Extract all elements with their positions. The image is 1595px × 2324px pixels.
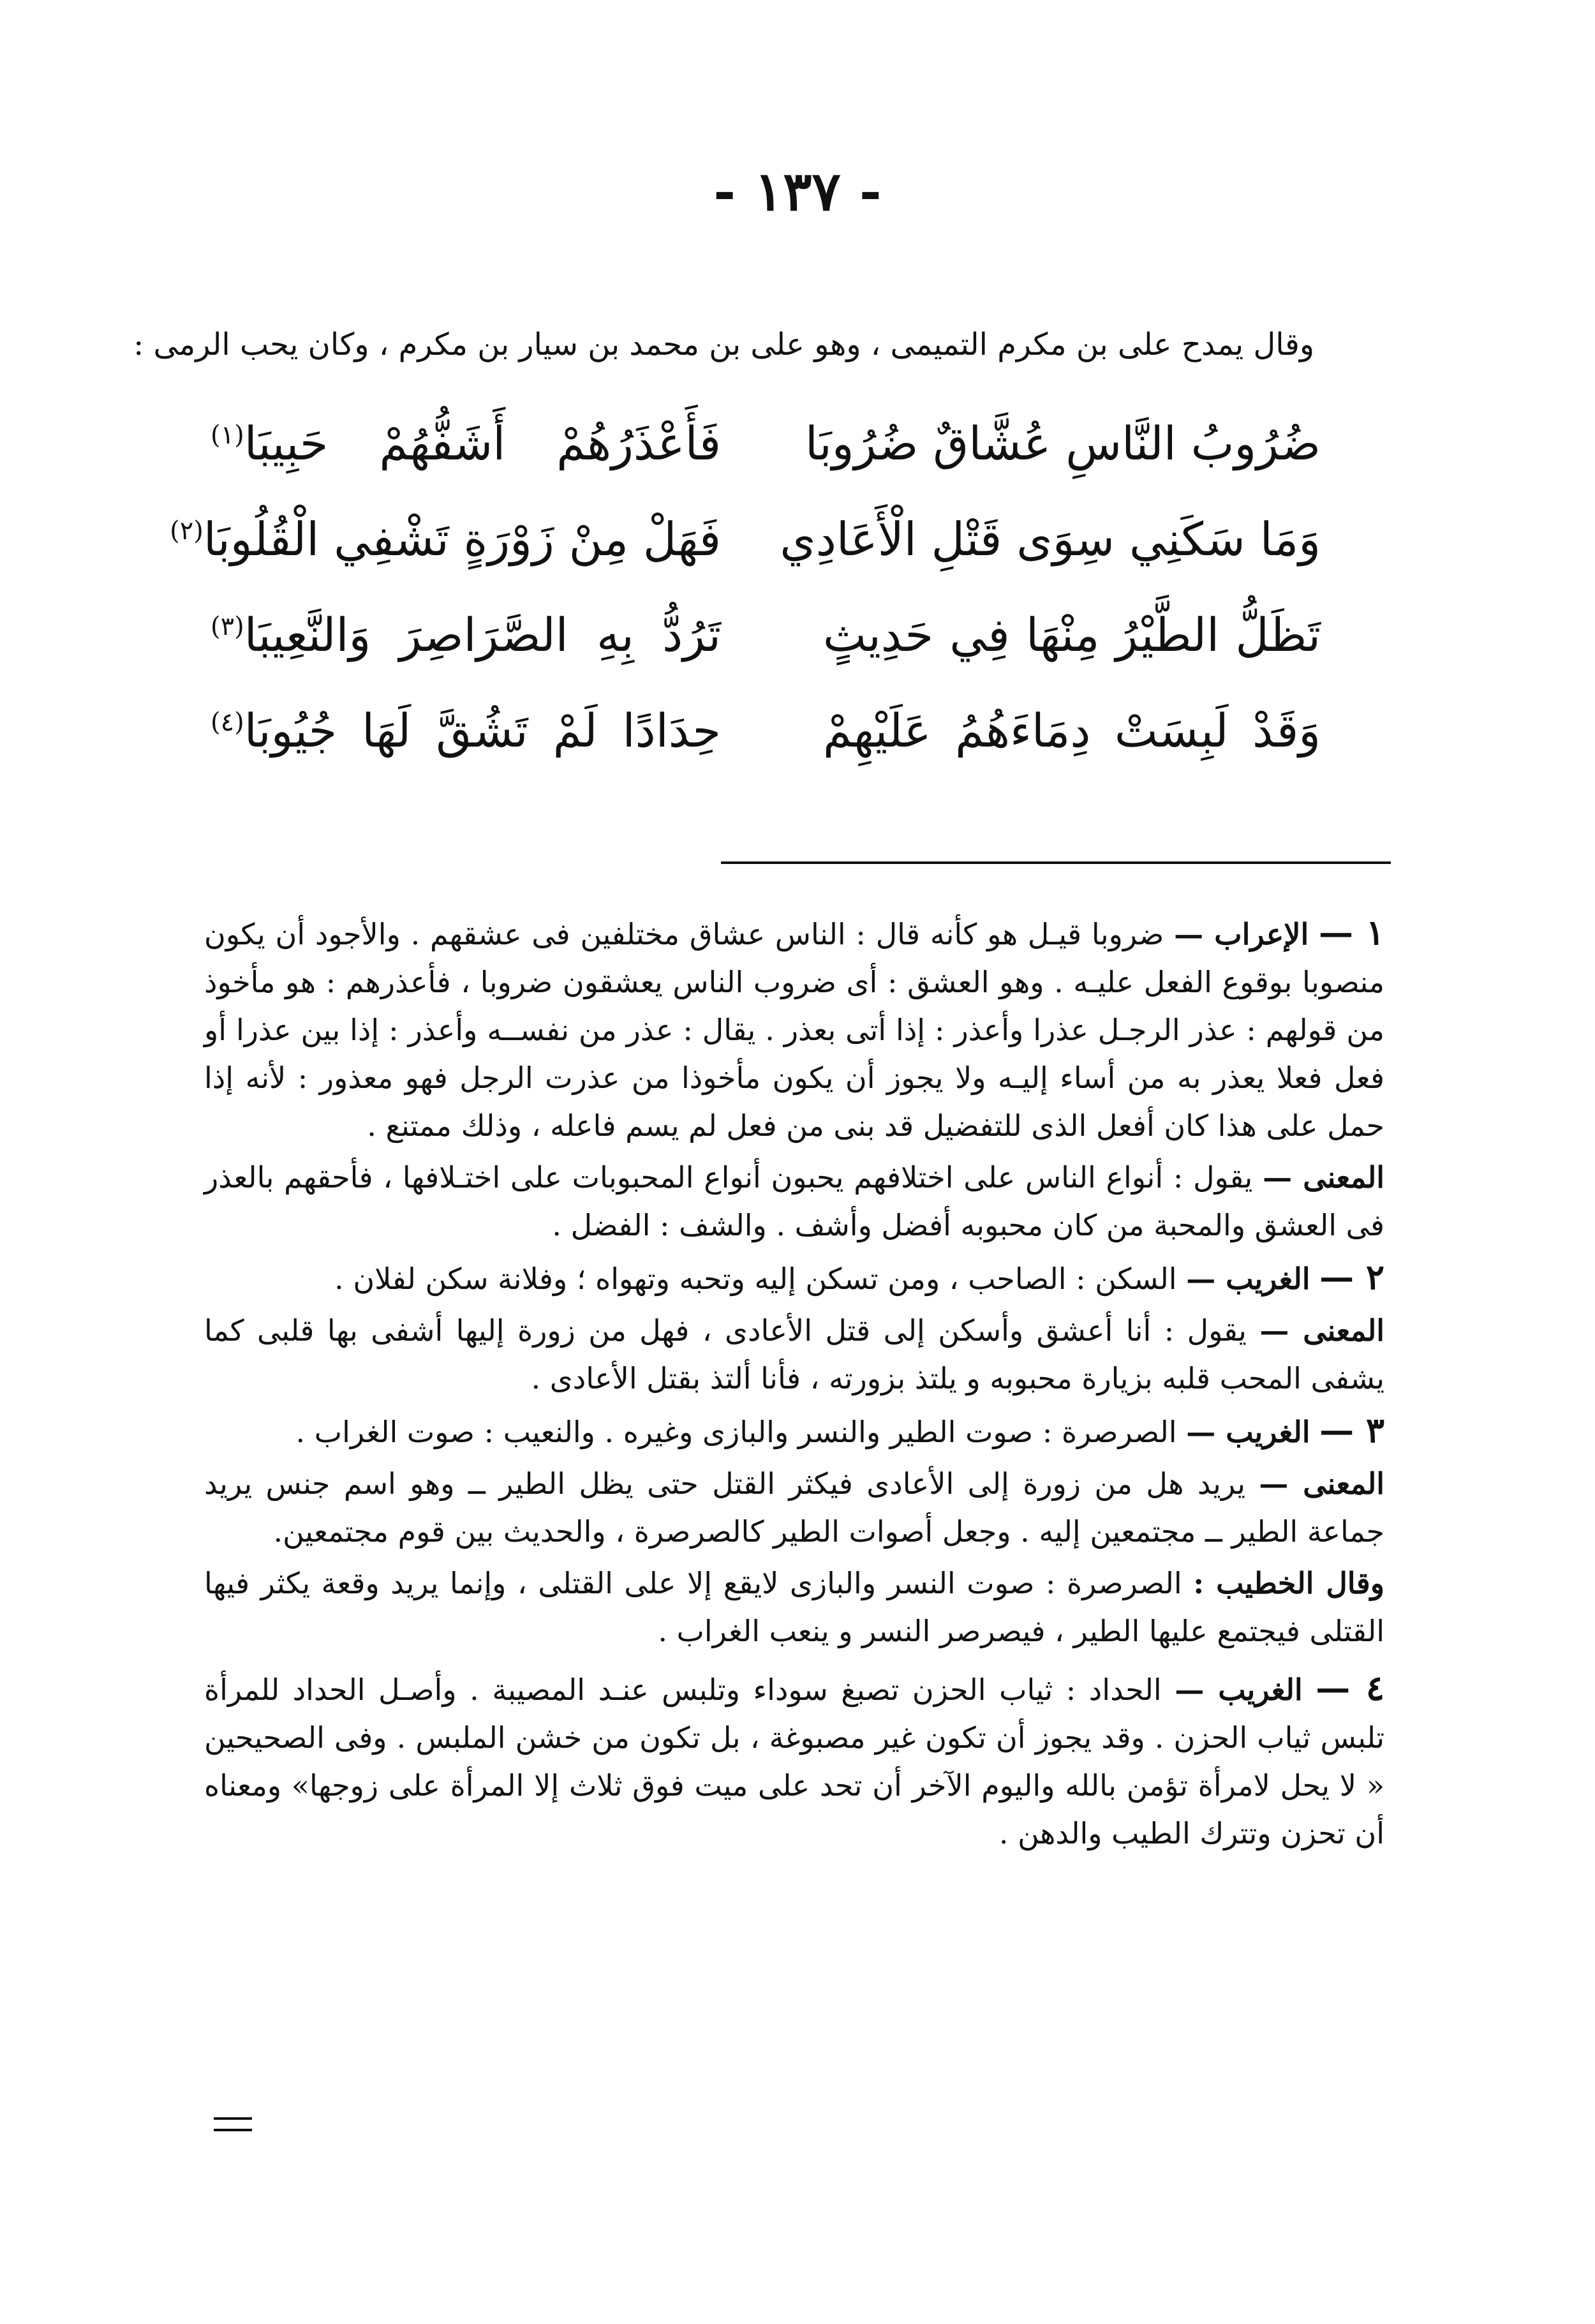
verse-3-second-hemistich xyxy=(211,593,721,676)
verse-3-second-text: تَرُدُّ بِهِ الصَّرَاصِرَ وَالنَّعِيبَا xyxy=(244,608,721,662)
poem xyxy=(170,402,1321,785)
note-3-vocabulary xyxy=(204,1406,1384,1456)
note-3-khatib xyxy=(204,1560,1384,1655)
note-1-meaning-body: يقول : أنواع الناس على اختلافهم يحبون أنواع المحبوبات على اختـلافها ، فأحقهم بالعذر فى العشق والمحبة من كان محبوبه أفضل وأشف . والشف : الفضل . xyxy=(204,1160,1384,1242)
verse-2-second-hemistich xyxy=(170,498,721,581)
verse-2-first-hemistich: وَمَا سَكَنِي سِوَى قَتْلِ الْأَعَادِي xyxy=(780,512,1321,566)
note-3-term: الغريب — xyxy=(1186,1415,1310,1449)
note-4-vocabulary xyxy=(204,1664,1384,1858)
poem-introduction: وقال يمدح على بن مكرم التميمى ، وهو على بن محمد بن سيار بن مكرم ، وكان يحب الرمى : xyxy=(133,327,1314,362)
note-3-body: الصرصرة : صوت الطير والنسر والبازى وغيره . والنعيب : صوت الغراب . xyxy=(295,1415,1177,1449)
footnote-marker-2: (٢) xyxy=(170,516,204,546)
footnote-marker-3: (٣) xyxy=(211,612,244,641)
verse-1-second-hemistich xyxy=(211,402,721,485)
note-2-meaning-body: يقول : أنا أعشق وأسكن إلى قتل الأعادى ، فهل من زورة إليها أشفى بها قلبى كما يشفى المحب قلبه بزيارة محبوبه و يلتذ بزورته ، فأنا ألتذ بقتل الأعادى . xyxy=(204,1313,1384,1396)
note-1-grammar xyxy=(204,909,1384,1150)
verse-3-first-hemistich: تَظَلُّ الطَّيْرُ مِنْهَا فِي حَدِيثٍ xyxy=(823,608,1321,662)
page-number: - ١٣٧ - xyxy=(713,160,882,223)
verse-4 xyxy=(211,689,1321,785)
note-1-number: ١ — xyxy=(1319,912,1385,953)
verse-2-second-text: فَهَلْ مِنْ زَوْرَةٍ تَشْفِي الْقُلُوبَا xyxy=(203,512,721,566)
verse-2 xyxy=(170,498,1321,593)
note-2-body: السكن : الصاحب ، ومن تسكن إليه وتحبه وتهواه ؛ وفلانة سكن لفلان . xyxy=(334,1262,1177,1296)
verse-1 xyxy=(211,402,1321,498)
note-3-khatib-term: وقال الخطيب : xyxy=(1193,1566,1384,1600)
note-2-number: ٢ — xyxy=(1319,1256,1384,1297)
footnotes xyxy=(204,900,1384,1861)
note-2-meaning-term: المعنى — xyxy=(1259,1313,1384,1348)
verse-1-first-hemistich: ضُرُوبُ النَّاسِ عُشَّاقٌ ضُرُوبَا xyxy=(805,417,1321,470)
note-1-meaning xyxy=(204,1154,1384,1249)
note-3-meaning xyxy=(204,1460,1384,1556)
verse-3 xyxy=(211,593,1321,689)
verse-1-second-text: فَأَعْذَرُهُمْ أَشَفُّهُمْ حَبِيبَا xyxy=(244,417,721,470)
note-2-meaning xyxy=(204,1307,1384,1403)
note-2-vocabulary xyxy=(204,1253,1384,1303)
verse-4-second-hemistich xyxy=(211,689,721,772)
note-4-term: الغريب — xyxy=(1175,1672,1303,1707)
verse-4-first-hemistich: وَقَدْ لَبِسَتْ دِمَاءَهُمُ عَلَيْهِمْ xyxy=(823,704,1321,757)
verse-4-second-text: حِدَادًا لَمْ تَشُقَّ لَهَا جُيُوبَا xyxy=(244,704,721,757)
footnote-marker-1: (١) xyxy=(211,421,244,450)
note-4-number: ٤ — xyxy=(1316,1667,1385,1708)
note-1-body: ضروبا قيـل هو كأنه قال : الناس عشاق مختلفين فى عشقهم . والأجود أن يكون منصوبا بوقوع الفعل عليـه . وهو العشق : أى ضروب الناس يعشقون ضروبا ، فأعذرهم : هو مأخوذ من قولهم : عذر الرجـل عذرا وأعذر : إذا أتى بعذر . يقال : عذر من نفســه وأعذر : إذا بين عذرا أو فعل فعلا يعذر به من أساء إليـه ولا يجوز أن يكون مأخوذا من عذرت الرجل فهو معذور : لأنه إذا حمل على هذا كان أفعل الذى للتفضيل قد بنى من فعل لم يسم فاعله ، وذلك ممتنع . xyxy=(204,917,1384,1143)
note-4-body: الحداد : ثياب الحزن تصبغ سوداء وتلبس عنـد المصيبة . وأصـل الحداد للمرأة تلبس ثياب الحزن . وقد يجوز أن تكون غير مصبوغة ، بل تكون من خشن الملبس . وفى الصحيحين « لا يحل لامرأة تؤمن بالله واليوم الآخر أن تحد على ميت فوق ثلاث إلا المرأة على زوجها» ومعناه أن تحزن وتترك الطيب والدهن . xyxy=(204,1672,1384,1851)
note-2-term: الغريب — xyxy=(1186,1262,1310,1296)
footnote-marker-4: (٤) xyxy=(211,708,244,737)
footnote-divider xyxy=(721,861,1391,864)
note-1-term: الإعراب — xyxy=(1174,917,1309,951)
note-3-meaning-body: يريد هل من زورة إلى الأعادى فيكثر القتل حتى يظل الطير ــ وهو اسم جنس يريد جماعة الطير ــ مجتمعين إليه . وجعل أصوات الطير كالصرصرة ، والحديث بين قوم مجتمعين. xyxy=(204,1466,1384,1549)
note-3-number: ٣ — xyxy=(1319,1410,1384,1450)
note-3-khatib-body: الصرصرة : صوت النسر والبازى لايقع إلا على القتلى ، وإنما يريد وقعة يكثر فيها القتلى فيجتمع عليها الطير ، فيصرصر النسر و ينعب الغراب . xyxy=(204,1566,1384,1648)
continuation-mark xyxy=(214,2117,252,2131)
note-3-meaning-term: المعنى — xyxy=(1259,1466,1385,1501)
note-1-meaning-term: المعنى — xyxy=(1263,1160,1384,1195)
